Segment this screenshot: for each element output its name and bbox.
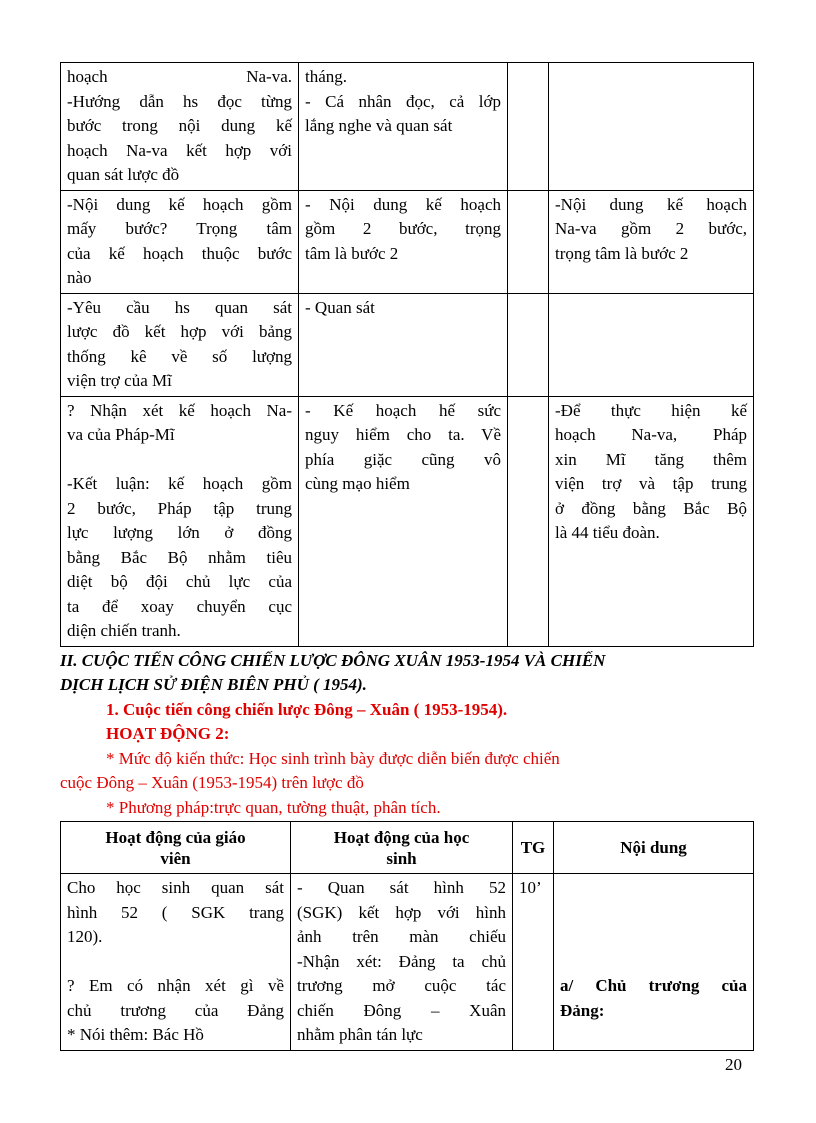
activity-label: HOẠT ĐỘNG 2: [106,724,230,743]
teacher-activity-cell-line: ? Em có nhận xét gì về [67,976,284,995]
content-cell [549,190,754,293]
student-activity-cell-line: nguy hiểm cho ta. Về [305,425,501,444]
student-activity-cell [299,293,508,396]
teacher-activity-cell-line: 2 bước, Pháp tập trung [67,498,292,518]
header-student-line: Hoạt động của học [333,827,470,847]
header-teacher-activity [61,822,291,874]
content-cell-line: hoạch Na-va, Pháp [555,425,747,444]
teacher-activity-cell-line: lược đồ kết hợp với bảng [67,322,292,341]
knowledge-line-1: * Mức độ kiến thức: Học sinh trình bày được diễn biến được chiến [106,749,560,768]
content-cell-line: xin Mĩ tăng thêm [555,449,747,469]
section-title [60,649,760,697]
content-cell [549,396,754,646]
content-cell-line [555,266,747,291]
student-activity-cell-line: nhằm phân tán lực [297,1025,423,1044]
table-row [61,874,754,1051]
student-activity-cell-line: - Kế hoạch hế sức [305,400,501,420]
student-activity-cell-line: cùng mạo hiểm [305,474,410,493]
knowledge-objective [60,747,760,795]
content-cell-line: a/ Chủ trương của [560,976,747,995]
student-activity-cell-line [305,369,501,394]
content-cell-line [555,369,747,394]
time-cell: 10’ [513,874,554,1051]
student-activity-cell-line: -Nhận xét: Đảng ta chủ [297,951,506,971]
student-activity-cell-line: chiến Đông – Xuân [297,1000,506,1020]
teacher-activity-cell-line: lực lượng lớn ở đồng [67,523,292,542]
content-cell-line [555,114,747,139]
content-cell [554,874,754,1051]
content-cell-line: -Để thực hiện kế [555,400,747,420]
method-line: * Phương pháp:trực quan, tường thuật, phân tích. [106,798,441,817]
teacher-activity-cell-line [67,448,292,473]
content-cell [549,63,754,191]
teacher-activity-cell [61,874,291,1051]
teacher-activity-cell-line: * Nói thêm: Bác Hồ [67,1025,204,1044]
teacher-activity-cell-line: -Yêu cầu hs quan sát [67,297,292,317]
student-activity-cell-line [305,546,501,571]
content-cell-line [555,595,747,620]
content-cell-line: Đảng: [560,1000,605,1020]
student-activity-cell-line [305,595,501,620]
content-cell-line: trọng tâm là bước 2 [555,243,689,263]
student-activity-cell-line: tâm là bước 2 [305,243,399,263]
student-activity-cell [299,396,508,646]
teacher-activity-cell-line: hoạch Na-va. [67,67,292,86]
teacher-activity-cell-line: viện trợ của Mĩ [67,371,172,390]
section-title-line-2: DỊCH LỊCH SỬ ĐIỆN BIÊN PHỦ ( 1954). [60,675,367,694]
content-cell-line: ở đồng bằng Bắc Bộ [555,498,747,518]
time-cell [508,63,549,191]
student-activity-cell-line [305,619,501,644]
header-student-activity [291,822,513,874]
content-cell-line [555,163,747,188]
student-activity-cell-line [305,139,501,164]
teacher-activity-cell [61,190,299,293]
content-cell-line [555,546,747,571]
student-activity-cell-line: lắng nghe và quan sát [305,116,453,135]
teacher-activity-cell-line: -Nội dung kế hoạch gồm [67,194,292,214]
teacher-activity-cell-line: nào [67,268,92,287]
page-number: 20 [725,1055,742,1074]
section-title-line-1: II. CUỘC TIẾN CÔNG CHIẾN LƯỢC ĐÔNG XUÂN 1953-1954 VÀ CHIẾN [60,651,606,670]
teacher-activity-cell [61,396,299,646]
student-activity-cell-line: phía giặc cũng vô [305,449,501,469]
table-row [61,63,754,191]
content-cell [549,293,754,396]
teacher-activity-cell-line: diện chiến tranh. [67,621,181,640]
teacher-activity-cell [61,63,299,191]
content-cell-line: viện trợ và tập trung [555,474,747,493]
teacher-activity-cell-line: ? Nhận xét kế hoạch Na- [67,400,292,420]
student-activity-cell-line [305,521,501,546]
student-activity-cell-line [305,497,501,522]
header-student-line: sinh [386,848,417,868]
teacher-activity-cell-line: bước trong nội dung kế [67,116,292,135]
teacher-activity-cell-line: chủ trương của Đảng [67,1000,284,1020]
content-cell-line: Na-va gồm 2 bước, [555,219,747,238]
teacher-activity-cell-line: -Kết luận: kế hoạch gồm [67,474,292,493]
teacher-activity-cell-line: quan sát lược đồ [67,165,180,184]
student-activity-cell-line: gồm 2 bước, trọng [305,219,501,238]
teacher-activity-cell-line: thống kê về số lượng [67,346,292,366]
teacher-activity-cell [61,293,299,396]
student-activity-cell-line: - Quan sát [305,297,375,317]
student-activity-cell-line: - Nội dung kế hoạch [305,194,501,214]
teacher-activity-cell-line: hoạch Na-va kết hợp với [67,140,292,160]
teacher-activity-cell-line: của kế hoạch thuộc bước [67,243,292,263]
header-teacher-line: Hoạt động của giáo [105,827,246,847]
content-cell-line [555,570,747,595]
student-activity-cell-line [305,320,501,345]
student-activity-cell [299,190,508,293]
time-cell [508,293,549,396]
student-activity-cell-line [305,345,501,370]
content-cell-line [555,139,747,164]
student-activity-cell-line: - Quan sát hình 52 [297,878,506,897]
activity-table-continued [60,62,754,647]
subsection-title: 1. Cuộc tiến công chiến lược Đông – Xuân ( 1953-1954). [106,700,508,719]
student-activity-cell-line: (SGK) kết hợp với hình [297,902,506,922]
student-activity-cell-line: tháng. [305,67,348,86]
content-cell-line [560,950,747,975]
content-cell-line [560,876,747,901]
activity-table-2 [60,821,754,1051]
teacher-activity-cell-line: bằng Bắc Bộ nhằm tiêu [67,547,292,567]
student-activity-cell [291,874,513,1051]
student-activity-cell-line: ảnh trên màn chiếu [297,927,506,946]
teacher-activity-cell-line: va của Pháp-Mĩ [67,425,175,444]
table-row [61,293,754,396]
content-cell-line: là 44 tiểu đoàn. [555,523,660,542]
header-time: TG [513,822,554,874]
student-activity-cell-line [305,570,501,595]
content-cell-line [560,901,747,926]
student-activity-cell [299,63,508,191]
teacher-activity-cell-line: 120). [67,927,103,946]
teacher-activity-cell-line [67,950,284,975]
content-cell-line [555,345,747,370]
teacher-activity-cell-line: -Hướng dẫn hs đọc từng [67,91,292,111]
content-cell-line: -Nội dung kế hoạch [555,194,747,214]
student-activity-cell-line [305,163,501,188]
teacher-activity-cell-line: hình 52 ( SGK trang [67,902,284,922]
content-cell-line [555,320,747,345]
student-activity-cell-line: - Cá nhân đọc, cả lớp [305,91,501,111]
time-cell [508,190,549,293]
content-cell-line [555,296,747,321]
table-row [61,396,754,646]
student-activity-cell-line [305,266,501,291]
knowledge-line-2: cuộc Đông – Xuân (1953-1954) trên lược đồ [60,773,364,792]
content-cell-line [560,925,747,950]
teacher-activity-cell-line: ta để xoay chuyển cục [67,596,292,616]
teacher-activity-cell-line: mấy bước? Trọng tâm [67,219,292,238]
content-cell-line [560,1023,747,1048]
teacher-activity-cell-line: Cho học sinh quan sát [67,878,284,897]
content-cell-line [555,90,747,115]
content-cell-line [555,65,747,90]
content-cell-line [555,619,747,644]
header-teacher-line: viên [160,848,191,868]
time-cell [508,396,549,646]
header-content: Nội dung [554,822,754,874]
table-row [61,190,754,293]
teacher-activity-cell-line: diệt bộ đội chủ lực của [67,572,292,591]
student-activity-cell-line: trương mở cuộc tác [297,976,506,995]
